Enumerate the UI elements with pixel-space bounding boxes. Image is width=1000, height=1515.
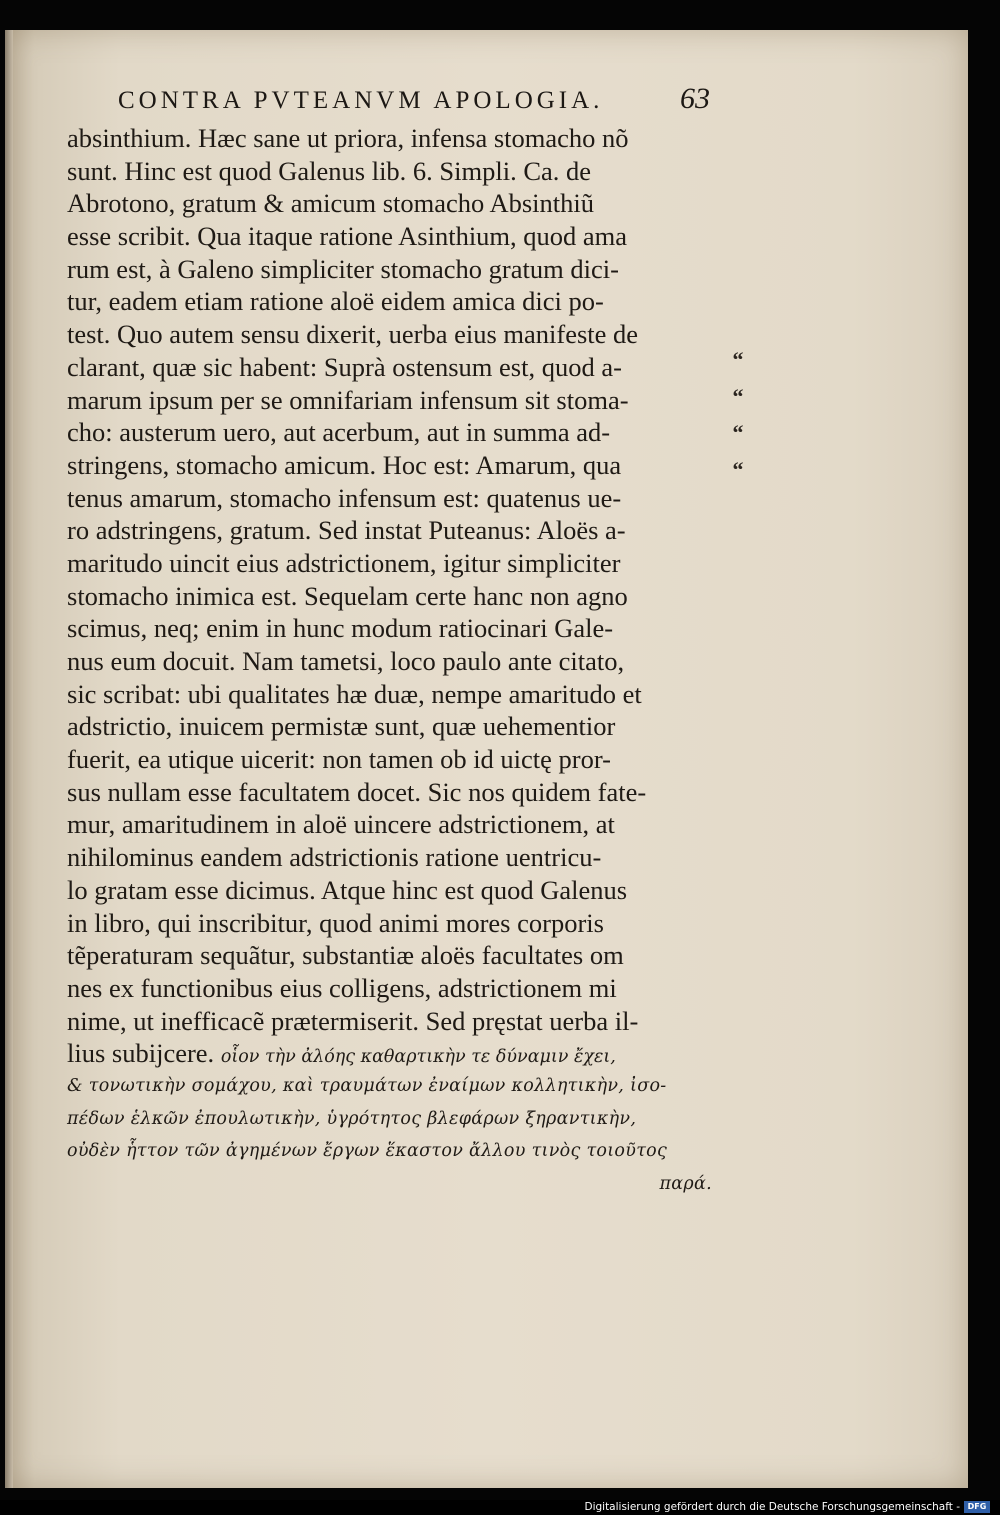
text-line: lo gratam esse dicimus. Atque hinc est quod Galenus <box>67 874 628 905</box>
text-line: ro adstringens, gratum. Sed instat Puteanus: Aloës a- <box>67 515 626 546</box>
text-line: nime, ut inefficacẽ prætermiserit. Sed pręstat uerba il- <box>67 1005 639 1036</box>
latin-fragment: lius subijcere. <box>67 1038 215 1069</box>
margin-quote-marks <box>718 342 758 488</box>
text-line: cho: austerum uero, aut acerbum, aut in summa ad- <box>67 417 611 448</box>
margin-quote-mark: “ <box>732 420 744 445</box>
text-line: in libro, qui inscribitur, quod animi mores corporis <box>67 907 604 938</box>
text-line: sus nullam esse facultatem docet. Sic nos quidem fate- <box>67 776 647 807</box>
text-line: test. Quo autem sensu dixerit, uerba eius manifeste de <box>67 319 639 350</box>
greek-line: & τονωτικὴν σομάχου, καὶ τραυμάτων ἐναίμων κολλητικὴν, ἰσο- <box>67 1075 667 1096</box>
greek-last-line: παρά. <box>659 1174 712 1194</box>
text-line: stringens, stomacho amicum. Hoc est: Amarum, qua <box>67 449 622 480</box>
text-line: sic scribat: ubi qualitates hæ duæ, nempe amaritudo et <box>67 678 642 709</box>
text-line: scimus, neq; enim in hunc modum ratiocinari Gale- <box>67 613 614 644</box>
text-line: sunt. Hinc est quod Galenus lib. 6. Simpli. Ca. de <box>67 155 592 186</box>
greek-line: πέδων ἑλκῶν ἐπουλωτικὴν, ὑγρότητος βλεφάρων ξηραντικὴν, <box>67 1108 637 1129</box>
text-line: fuerit, ea utique uicerit: non tamen ob id uictę pror- <box>67 744 612 775</box>
greek-quotation: οἷον τὴν ἀλόης καθαρτικὴν τε δύναμιν ἔχει, <box>220 1047 616 1068</box>
text-line: tẽperaturam sequãtur, substantiæ aloës facultates om <box>67 940 624 971</box>
text-line-with-greek <box>67 1037 712 1070</box>
text-line: clarant, quæ sic habent: Suprà ostensum est, quod a- <box>67 351 622 382</box>
margin-quote-mark: “ <box>732 456 744 482</box>
text-block <box>67 122 712 1201</box>
page-binding-edge <box>5 30 13 1488</box>
text-line: maritudo uincit eius adstrictionem, igitur simpliciter <box>67 547 621 578</box>
text-line: absinthium. Hæc sane ut priora, infensa stomacho nõ <box>67 123 629 153</box>
text-line: nus eum docuit. Nam tametsi, loco paulo ante citato, <box>67 646 625 676</box>
margin-quote-mark: “ <box>732 347 744 372</box>
text-line: nihilominus eandem adstrictionis ratione uentricu- <box>67 842 602 873</box>
text-line: marum ipsum per se omnifariam infensum sit stoma- <box>67 384 629 415</box>
greek-line: οὐδὲν ἧττον τῶν ἀγημένων ἔργων ἕκαστον ἄλλου τινὸς τοιοῦτος <box>67 1141 668 1162</box>
text-line: tur, eadem etiam ratione aloë eidem amica dici po- <box>67 286 604 317</box>
dfg-logo: DFG <box>964 1501 990 1513</box>
digitization-credit: Digitalisierung gefördert durch die Deutsche Forschungsgemeinschaft - <box>584 1501 960 1513</box>
text-line: mur, amaritudinem in aloë uincere adstrictionem, at <box>67 809 615 840</box>
text-line: Abrotono, gratum & amicum stomacho Absinthiũ <box>67 188 594 219</box>
text-line: adstrictio, inuicem permistæ sunt, quæ uehementior <box>67 711 616 742</box>
page-number: 63 <box>680 82 710 115</box>
text-line: rum est, à Galeno simpliciter stomacho gratum dici- <box>67 253 619 284</box>
text-line: esse scribit. Qua itaque ratione Asinthium, quod ama <box>67 221 628 252</box>
text-line: nes ex functionibus eius colligens, adstrictionem mi <box>67 972 617 1003</box>
text-line: tenus amarum, stomacho infensum est: quatenus ue- <box>67 482 622 513</box>
text-line: stomacho inimica est. Sequelam certe hanc non agno <box>67 580 628 611</box>
running-head: CONTRA PVTEANVM APOLOGIA. <box>118 87 604 114</box>
margin-quote-mark: “ <box>732 383 744 409</box>
